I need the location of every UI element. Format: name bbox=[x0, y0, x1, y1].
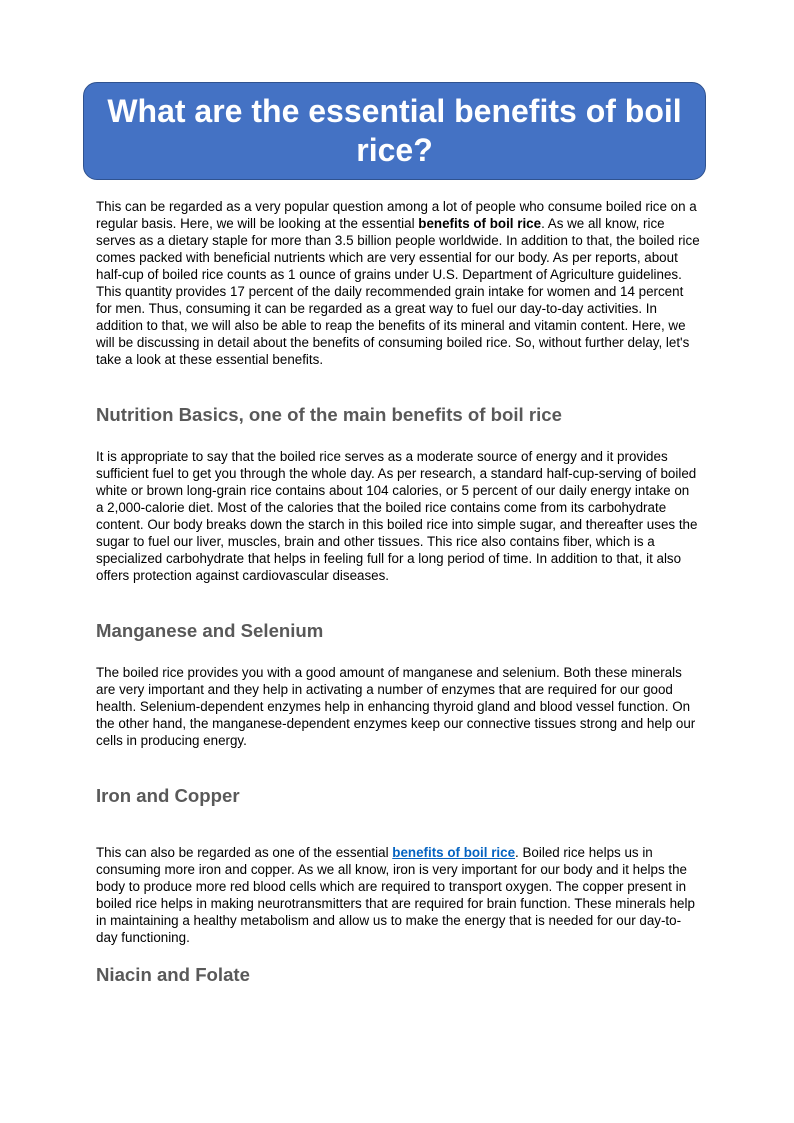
paragraph-manganese-selenium: The boiled rice provides you with a good amount of manganese and selenium. Both these minerals are very important and they help in activating a number of enzymes that are required for our good health. Selenium-dependent enzymes help in enhancing thyroid gland and blood vessel function. On the other hand, the manganese-dependent enzymes keep our connective tissues strong and help our cells in producing energy. bbox=[96, 665, 696, 748]
paragraph-nutrition-basics: It is appropriate to say that the boiled rice serves as a moderate source of energy and it provides sufficient fuel to get you through the whole day. As per research, a standard half-cup-serving of boiled white or brown long-grain rice contains about 104 calories, or 5 percent of our daily energy intake on a 2,000-calorie diet. Most of the calories that the boiled rice contains come from its carbohydrate content. Our body breaks down the starch in this boiled rice into simple sugar, and thereafter uses the sugar to fuel our liver, muscles, brain and other tissues. This rice also contains fiber, which is a specialized carbohydrate that helps in feeling full for a long period of time. In addition to that, it also offers protection against cardiovascular diseases. bbox=[96, 449, 698, 583]
iron-text-end: . Boiled rice helps us in consuming more iron and copper. As we all know, iron is very important for our body and it helps the body to produce more red blood cells which are required to transport oxygen. The copper present in boiled rice helps in making neurotransmitters that are required for brain function. These minerals help in maintaining a healthy metabolism and allow us to make the energy that is needed for our day-to-day functioning. bbox=[96, 845, 695, 945]
benefits-link[interactable]: benefits of boil rice bbox=[392, 845, 516, 860]
article-body bbox=[96, 198, 700, 986]
intro-bold-phrase: benefits of boil rice bbox=[418, 216, 542, 231]
page-title: What are the essential benefits of boil rice? bbox=[107, 93, 682, 168]
paragraph-iron-copper bbox=[96, 844, 700, 946]
title-banner bbox=[83, 82, 706, 180]
intro-text-end: . As we all know, rice serves as a dietary staple for more than 3.5 billion people worldwide. In addition to that, the boiled rice comes packed with beneficial nutrients which are very essential for our body. As per reports, about half-cup of boiled rice counts as 1 ounce of grains under U.S. Department of Agriculture guidelines. This quantity provides 17 percent of the daily recommended grain intake for women and 14 percent for men. Thus, consuming it can be regarded as a great way to fuel our day-to-day activities. In addition to that, we will also be able to reap the benefits of its mineral and vitamin content. Here, we will be discussing in detail about the benefits of consuming boiled rice. So, without further delay, let's take a look at these essential benefits. bbox=[96, 216, 700, 367]
heading-niacin-folate: Niacin and Folate bbox=[96, 964, 250, 985]
heading-nutrition-basics: Nutrition Basics, one of the main benefits of boil rice bbox=[96, 404, 562, 425]
iron-text-start: This can also be regarded as one of the essential bbox=[96, 845, 393, 860]
heading-iron-copper: Iron and Copper bbox=[96, 785, 240, 806]
intro-paragraph bbox=[96, 198, 700, 368]
intro-text-start: This can be regarded as a very popular question among a lot of people who consume boiled rice on a regular basis. Here, we will be looking at the essential bbox=[96, 199, 697, 231]
heading-manganese-selenium: Manganese and Selenium bbox=[96, 620, 324, 641]
